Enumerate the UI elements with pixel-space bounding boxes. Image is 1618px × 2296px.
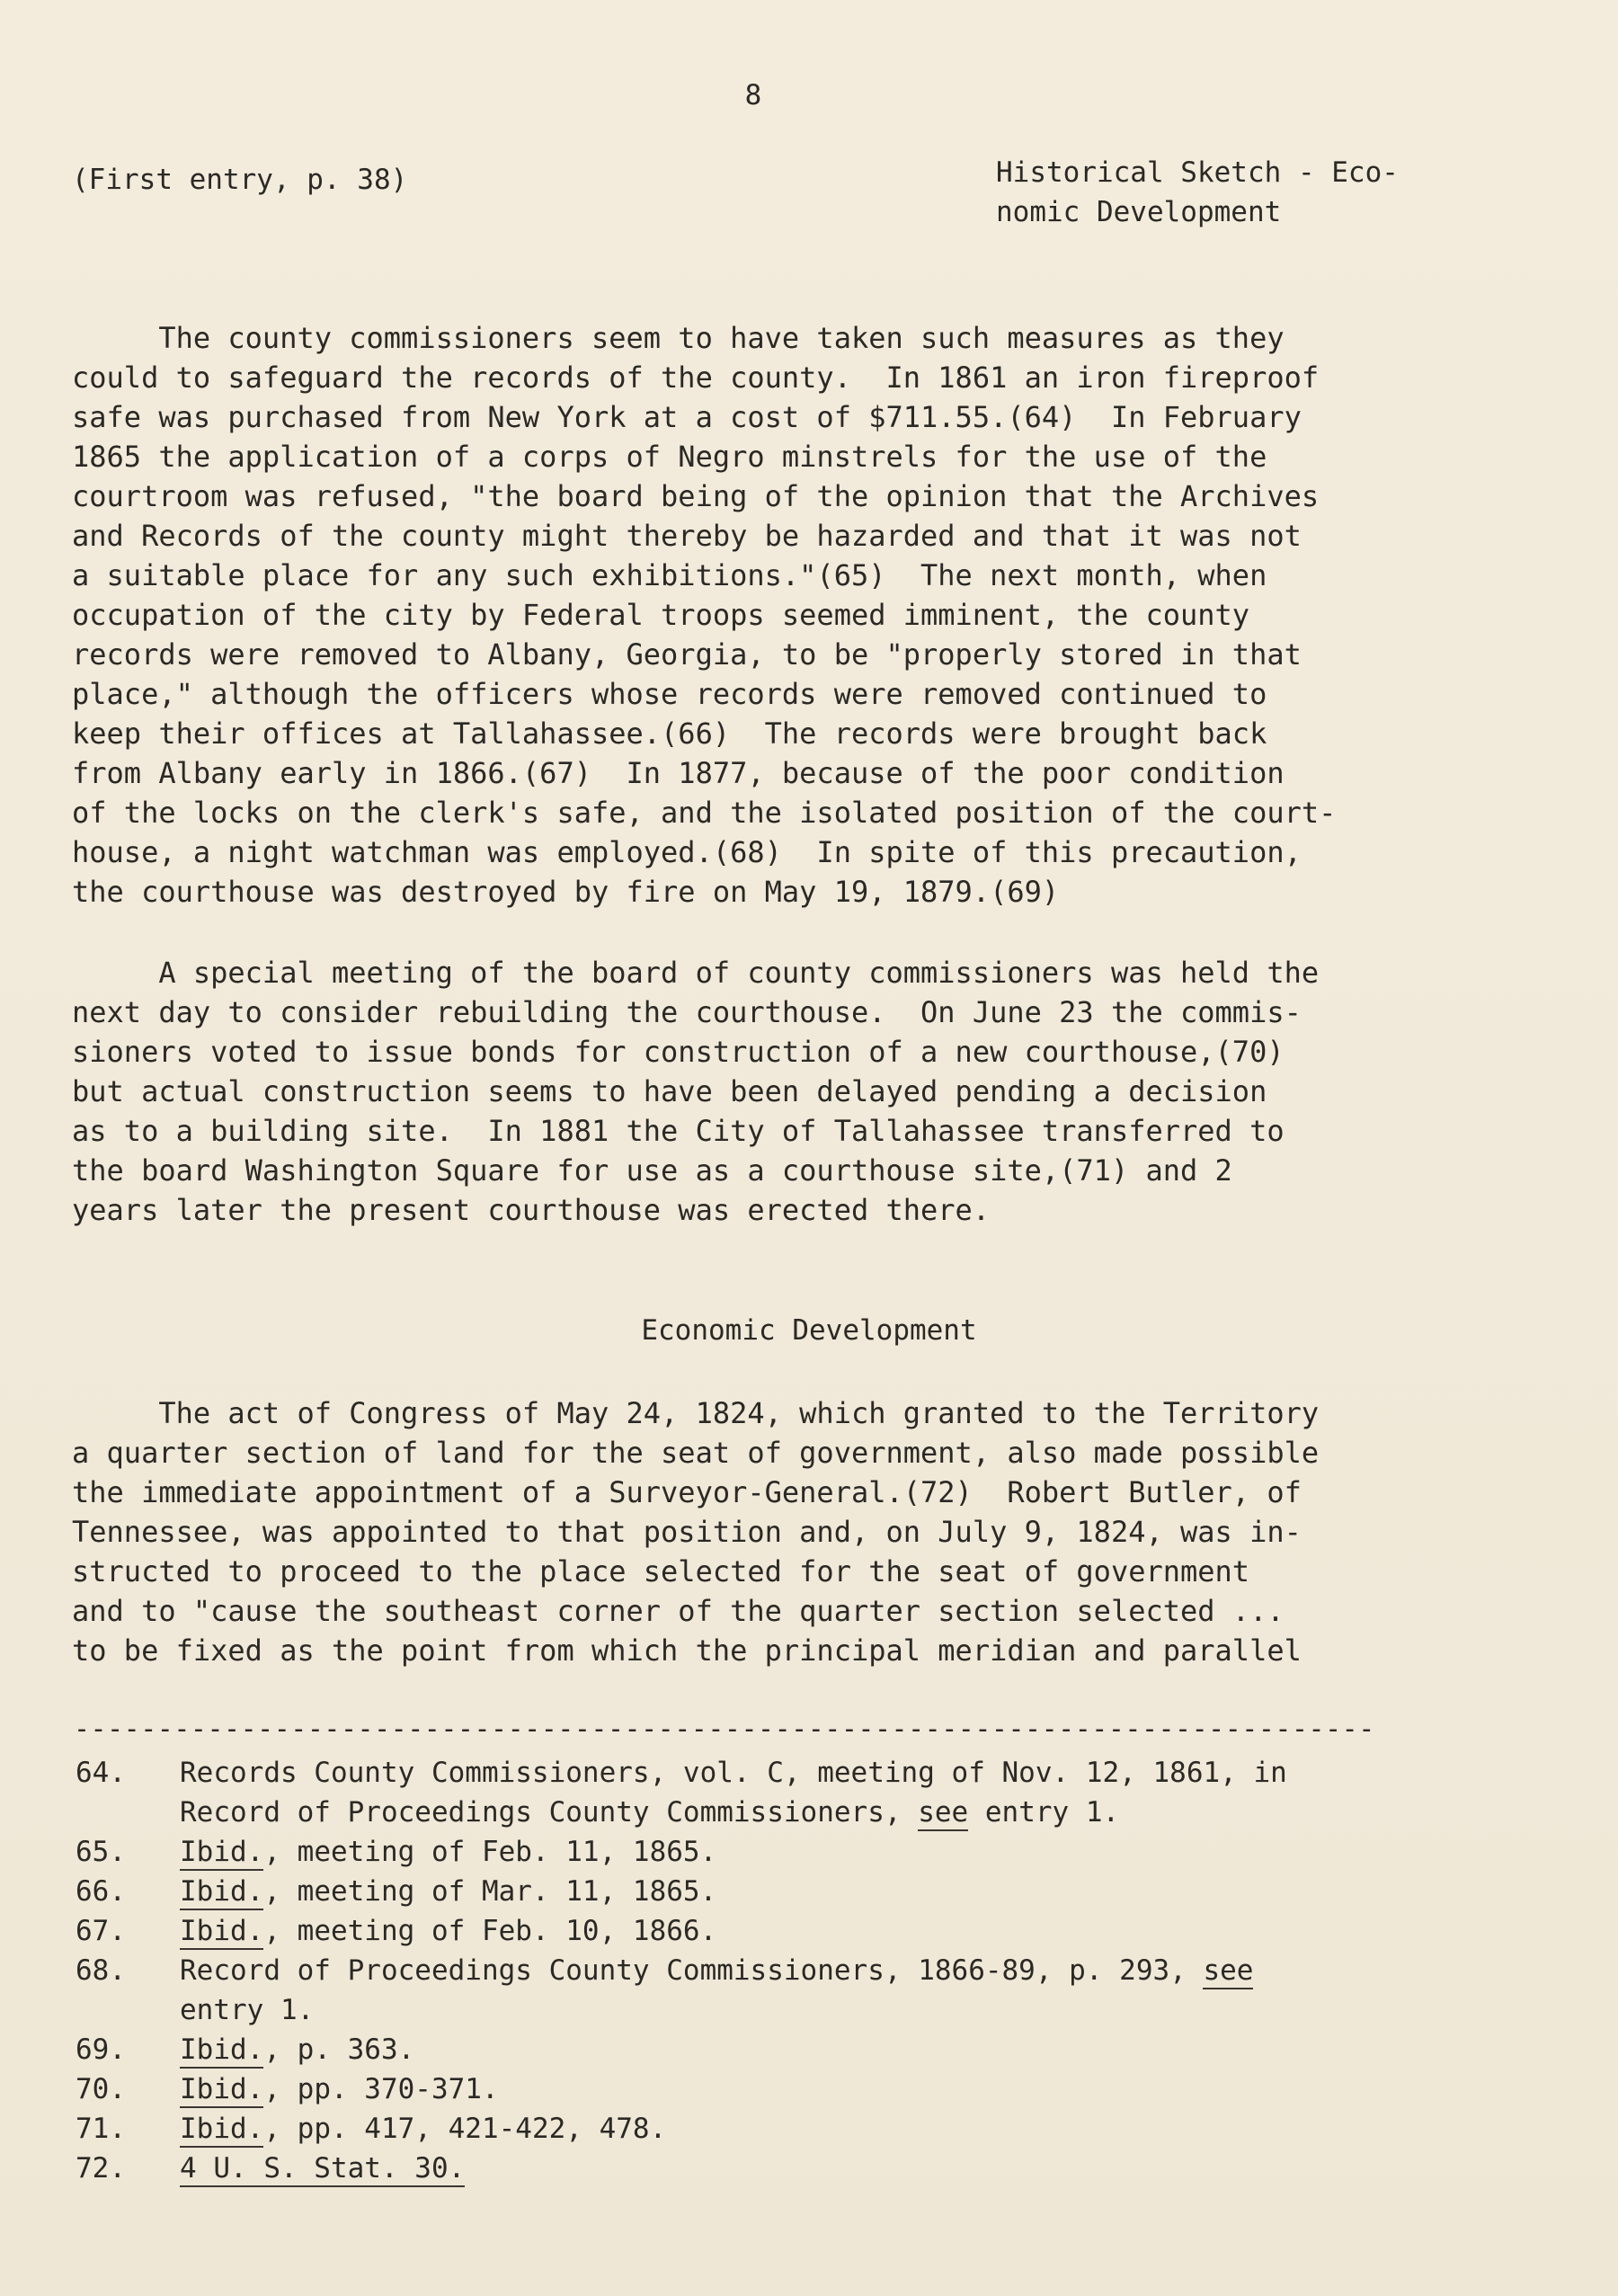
footnote-number: 68. — [76, 1954, 126, 1987]
footnote-69 — [76, 2030, 414, 2069]
text-line: the courthouse was destroyed by fire on May 19, 1879.(69) — [72, 875, 1060, 909]
footnote-68 — [76, 1951, 1253, 1990]
header-title-line: nomic Development — [996, 196, 1282, 228]
footnote-number: 69. — [76, 2033, 126, 2066]
text-line: 1865 the application of a corps of Negro minstrels for the use of the — [72, 440, 1267, 474]
footnote-text: , meeting of Mar. 11, 1865. — [263, 1875, 717, 1908]
text-line: years later the present courthouse was erected there. — [72, 1193, 991, 1227]
footnote-text: 4 U. S. Stat. 30. — [180, 2152, 465, 2187]
footnote-68-continued — [180, 1990, 314, 2030]
text-line: place," although the officers whose records were removed continued to — [72, 677, 1267, 711]
footnote-text: , pp. 417, 421-422, 478. — [263, 2113, 667, 2145]
footnote-divider: ------------------------------------------------------------------------------ — [74, 1713, 1375, 1745]
footnote-text: , p. 363. — [263, 2033, 415, 2066]
header-section-title — [996, 153, 1399, 232]
text-line: and to "cause the southeast corner of the quarter section selected ... — [72, 1594, 1285, 1628]
footnote-number: 64. — [76, 1757, 126, 1789]
header-title-line: Historical Sketch - Eco- — [996, 156, 1399, 189]
section-heading: Economic Development — [641, 1314, 977, 1347]
text-line: the immediate appointment of a Surveyor-General.(72) Robert Butler, of — [72, 1475, 1302, 1509]
text-line: from Albany early in 1866.(67) In 1877, because of the poor condition — [72, 756, 1285, 790]
footnote-number: 70. — [76, 2073, 126, 2105]
text-line: records were removed to Albany, Georgia, to be "properly stored in that — [72, 637, 1302, 672]
footnote-number: 71. — [76, 2113, 126, 2145]
underlined-ibid: Ibid. — [180, 2113, 263, 2148]
underlined-ibid: Ibid. — [180, 1915, 263, 1950]
footnote-72 — [76, 2149, 465, 2188]
footnote-number: 67. — [76, 1915, 126, 1947]
text-line: The county commissioners seem to have taken such measures as they — [72, 321, 1285, 355]
footnote-text: Record of Proceedings County Commissioners, — [180, 1796, 919, 1829]
footnote-67 — [76, 1911, 716, 1951]
page-number: 8 — [744, 79, 762, 111]
underlined-see: see — [918, 1796, 968, 1831]
footnote-number: 65. — [76, 1836, 126, 1868]
footnote-64-continued — [180, 1793, 1119, 1832]
text-line: a suitable place for any such exhibitions."(65) The next month, when — [72, 558, 1267, 592]
underlined-ibid: Ibid. — [180, 1875, 263, 1910]
footnote-65 — [76, 1832, 716, 1872]
text-line: and Records of the county might thereby be hazarded and that it was not — [72, 519, 1302, 553]
text-line: keep their offices at Tallahassee.(66) The records were brought back — [72, 716, 1267, 751]
footnote-64 — [76, 1753, 1287, 1793]
text-line: occupation of the city by Federal troops seemed imminent, the county — [72, 598, 1250, 632]
text-line: The act of Congress of May 24, 1824, which granted to the Territory — [72, 1396, 1320, 1430]
footnote-text: , meeting of Feb. 11, 1865. — [263, 1836, 717, 1868]
text-line: house, a night watchman was employed.(68) In spite of this precaution, — [72, 835, 1302, 869]
text-line: safe was purchased from New York at a cost of $711.55.(64) In February — [72, 400, 1302, 434]
underlined-ibid: Ibid. — [180, 2073, 263, 2108]
footnote-text: , meeting of Feb. 10, 1866. — [263, 1915, 717, 1947]
text-line: of the locks on the clerk's safe, and the isolated position of the court- — [72, 796, 1337, 830]
underlined-see: see — [1203, 1954, 1253, 1989]
text-line: A special meeting of the board of county commissioners was held the — [72, 956, 1320, 990]
underlined-ibid: Ibid. — [180, 1836, 263, 1871]
footnote-text: Record of Proceedings County Commissioners, 1866-89, p. 293, — [180, 1954, 1204, 1987]
text-line: could to safeguard the records of the county. In 1861 an iron fireproof — [72, 360, 1320, 395]
underlined-ibid: Ibid. — [180, 2033, 263, 2069]
text-line: but actual construction seems to have been delayed pending a decision — [72, 1074, 1267, 1108]
footnote-text: Records County Commissioners, vol. C, meeting of Nov. 12, 1861, in — [180, 1757, 1287, 1789]
footnote-text: , pp. 370-371. — [263, 2073, 499, 2105]
text-line: next day to consider rebuilding the courthouse. On June 23 the commis- — [72, 995, 1302, 1029]
text-line: as to a building site. In 1881 the City of Tallahassee transferred to — [72, 1114, 1285, 1148]
text-line: to be fixed as the point from which the principal meridian and parallel — [72, 1633, 1302, 1668]
footnote-71 — [76, 2109, 666, 2149]
text-line: the board Washington Square for use as a courthouse site,(71) and 2 — [72, 1153, 1232, 1188]
header-entry-reference: (First entry, p. 38) — [72, 164, 408, 196]
text-line: sioners voted to issue bonds for construction of a new courthouse,(70) — [72, 1035, 1285, 1069]
text-line: structed to proceed to the place selected for the seat of government — [72, 1554, 1250, 1589]
footnote-text: entry 1. — [968, 1796, 1120, 1829]
text-line: courtroom was refused, "the board being of the opinion that the Archives — [72, 479, 1320, 513]
footnote-text: entry 1. — [180, 1994, 315, 2026]
footnote-number: 66. — [76, 1875, 126, 1908]
text-line: a quarter section of land for the seat of government, also made possible — [72, 1436, 1320, 1470]
footnote-number: 72. — [76, 2152, 126, 2185]
footnote-70 — [76, 2069, 499, 2109]
footnote-66 — [76, 1872, 716, 1911]
text-line: Tennessee, was appointed to that position and, on July 9, 1824, was in- — [72, 1515, 1302, 1549]
